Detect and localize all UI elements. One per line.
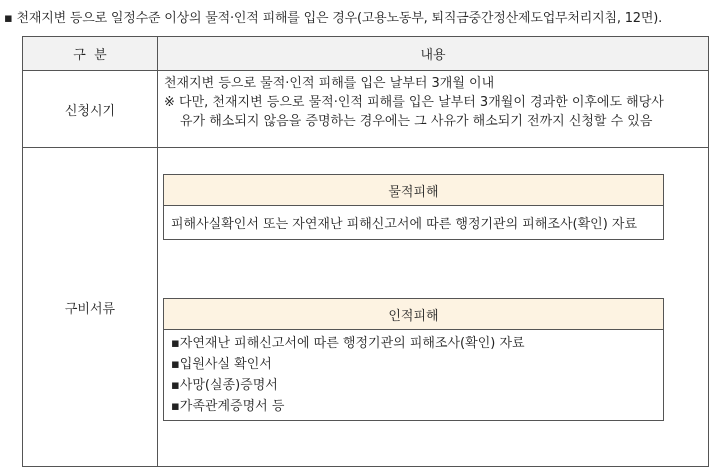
timing-content (158, 71, 709, 148)
material-damage-title: 물적피해 (164, 175, 664, 206)
personal-damage-title: 인적피해 (164, 299, 664, 330)
list-item: ▪가족관계증명서 등 (171, 399, 285, 414)
intro-text: ▪ 천재지변 등으로 일정수준 이상의 물적·인적 피해를 입은 경우(고용노동부, 퇴직금중간정산제도업무처리지침, 12면). (4, 11, 663, 26)
row-label-documents: 구비서류 (23, 148, 158, 467)
list-item: ▪사망(실종)증명서 (171, 378, 278, 393)
header-category: 구 분 (23, 37, 158, 71)
documents-content (158, 148, 709, 467)
table-header-row (23, 37, 709, 71)
list-item: ▪자연재난 피해신고서에 따른 행정기관의 피해조사(확인) 자료 (171, 336, 525, 351)
header-content: 내용 (158, 37, 709, 71)
personal-damage-list (164, 330, 664, 421)
material-damage-text: 피해사실확인서 또는 자연재난 피해신고서에 따른 행정기관의 피해조사(확인) 자료 (164, 206, 664, 240)
table-row (23, 148, 709, 467)
personal-damage-box (163, 298, 664, 421)
table-row (23, 71, 709, 148)
timing-note-line: ※ 다만, 천재지변 등으로 물적·인적 피해를 입은 날부터 3개월이 경과한 이후에도 해당사 (164, 95, 664, 110)
requirements-table (22, 36, 709, 467)
timing-note-line: 유가 해소되지 않음을 증명하는 경우에는 그 사유가 해소되기 전까지 신청할 수 있음 (180, 114, 653, 129)
timing-line: 천재지변 등으로 물적·인적 피해를 입은 날부터 3개월 이내 (164, 76, 495, 91)
row-label-timing: 신청시기 (23, 71, 158, 148)
material-damage-box (163, 174, 664, 240)
list-item: ▪입원사실 확인서 (171, 357, 272, 372)
